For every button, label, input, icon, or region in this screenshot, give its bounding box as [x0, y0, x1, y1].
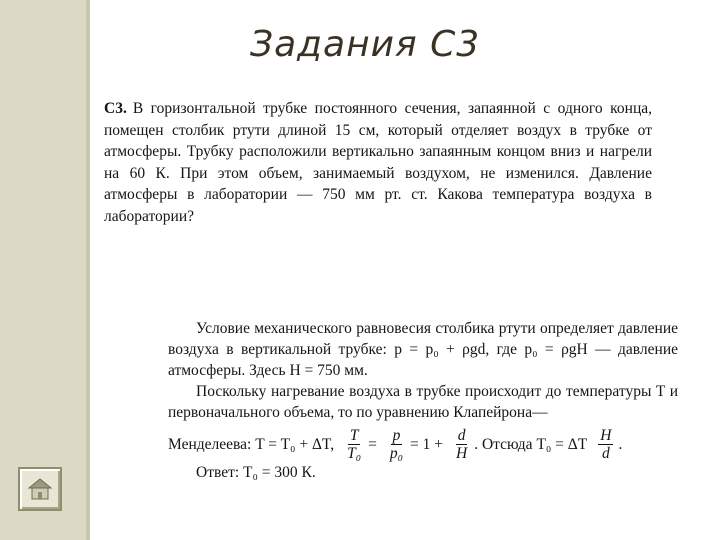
fraction-d-over-h: $\frac{d}{H}$	[456, 427, 468, 462]
problem-text-block	[104, 98, 652, 227]
formula-end: .	[618, 436, 623, 453]
home-icon	[27, 477, 53, 501]
home-button[interactable]	[18, 467, 62, 511]
side-divider	[86, 0, 90, 540]
solution-paragraph-2: Поскольку нагревание воздуха в трубке происходит до температуры T и первоначального объема, то по уравнению Клапейрона—	[168, 383, 678, 421]
problem-number: С3.	[104, 100, 127, 117]
problem-statement: В горизонтальной трубке постоянного сечения, запаянной с одного конца, помещен столбик ртути длиной 15 см, который отделяет воздух в трубке от атмосферы. Трубку расположили вертикально запаянным концом вниз и нагрели на 60 К. При этом объем, занимаемый воздухом, не изменился. Давление атмосферы в лаборатории — 750 мм рт. ст. Какова температура воздуха в лаборатории?	[104, 100, 652, 225]
formula-result-lead: . Отсюда T₀ = ΔT	[474, 436, 588, 453]
fraction-p-over-p0: $\frac{p}{\text{p₀}}$	[389, 427, 404, 462]
solution-paragraph-1: Условие механического равновесия столбика ртути определяет давление воздуха в вертикальной трубке: p = p₀ + ρgd, где p₀ = ρgH — давление атмосферы. Здесь H = 750 мм.	[168, 320, 678, 379]
formula-lead: Менделеева: T = T₀ + ΔT,	[168, 436, 335, 453]
solution-block	[168, 318, 678, 483]
side-strip	[0, 0, 86, 540]
fraction-h-over-d: $\frac{H}{d}$	[600, 427, 612, 462]
fraction-t-over-t0: $\frac{T}{\text{T₀}}$	[347, 427, 362, 462]
formula-equals: =	[368, 436, 377, 453]
formula-equals-one-plus: = 1 +	[410, 436, 444, 453]
answer-line: Ответ: T₀ = 300 К.	[196, 464, 316, 481]
clapeyron-formula	[168, 427, 678, 462]
slide-title: Задания С3	[250, 24, 481, 65]
